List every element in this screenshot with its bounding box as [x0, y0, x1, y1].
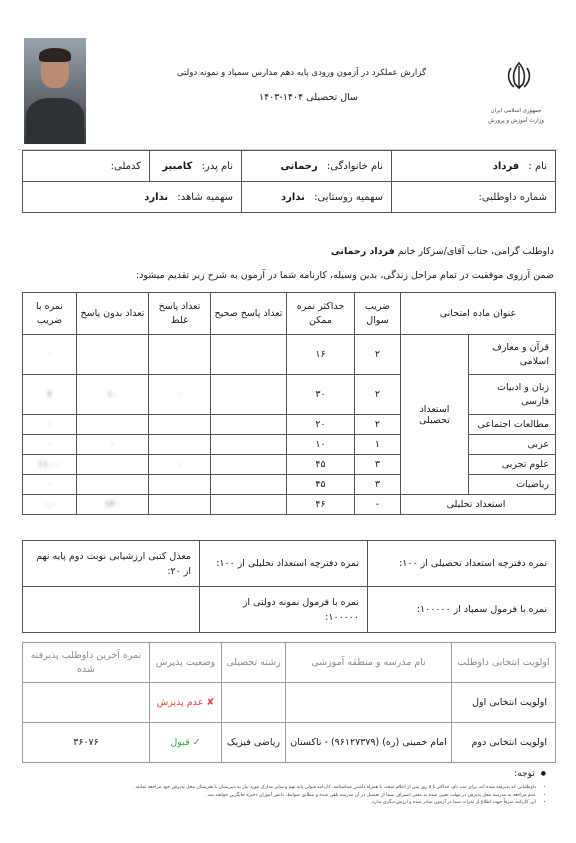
group-label: استعداد تحصیلی: [400, 335, 468, 495]
ministry-name: جمهوری اسلامی ایران وزارت آموزش و پرورش: [488, 108, 544, 124]
analytic-score-cell: نمره دفترچه استعداد تحلیلی از ۱۰۰:: [200, 541, 368, 587]
first-name: فرداد: [492, 160, 520, 172]
table-row: علوم تجربی ۳ ۴۵ ۰ ۱۱.۰۰: [23, 455, 556, 475]
list-item: • عدم مراجعه به مدرسه محل پذیرش در مهلت تعیین شده به معنی انصراف شما از تحصیل در آن مدرسه تلقی شده و مطابق ضوابط، دانش آموزان ذخیره جایگزین خواهند شد.: [24, 792, 536, 800]
header-status: وضعیت پذیرش: [150, 643, 222, 683]
status-badge: عدم پذیرش: [156, 696, 204, 708]
father-name-cell: نام پدر: کامبیز: [150, 151, 242, 182]
table-row: عربی ۱ ۱۰ ۰ ۰: [23, 435, 556, 455]
status-cell: [150, 683, 222, 723]
subject-name: استعداد تحلیلی: [400, 495, 555, 515]
subject-name: قرآن و معارف اسلامی: [468, 335, 555, 375]
school-name: [286, 683, 452, 723]
rural-quota-cell: سهمیه روستایی: ندارد: [242, 182, 392, 213]
scores-table: [22, 292, 556, 515]
table-row: مطالعات اجتماعی ۲ ۲۰ ۰: [23, 415, 556, 435]
notes-title: ● توجه:: [514, 769, 546, 779]
subject-name: مطالعات اجتماعی: [468, 415, 555, 435]
school-year: سال تحصیلی ۱۴۰۴-۱۴۰۳: [258, 92, 358, 103]
candidate-no-cell: شماره داوطلبی:: [392, 182, 556, 213]
intro-line: ضمن آرزوی موفقیت در تمام مراحل زندگی، بدین وسیله، کارنامه شما در آزمون به شرح زیر تقدیم میشود:: [135, 270, 554, 281]
report-title: گزارش عملکرد در آزمون ورودی پایه دهم مدارس سمپاد و نمونه دولتی: [176, 68, 426, 78]
nemuneh-formula-cell: نمره با فرمول نمونه دولتی از ۱۰۰۰۰۰:: [200, 587, 368, 633]
cross-icon: ✘: [206, 696, 215, 708]
header-last-score: نمره آخرین داوطلب پذیرفته شده: [23, 643, 150, 683]
field-name: [222, 683, 286, 723]
iran-emblem-icon: [498, 60, 540, 92]
national-id-cell: کدملی:: [23, 151, 150, 182]
father-name: کامبیز: [162, 160, 193, 172]
notes-list: [24, 784, 550, 807]
candidate-photo: [24, 38, 86, 144]
header-wrong: تعداد پاسخ غلط: [148, 293, 210, 335]
talent-score-cell: نمره دفترچه استعداد تحصیلی از ۱۰۰:: [368, 541, 556, 587]
candidate-info-table: [22, 150, 556, 213]
name-cell: نام : فرداد: [392, 151, 556, 182]
last-name-cell: نام خانوادگی: رحمانی: [242, 151, 392, 182]
school-name: امام خمینی (ره) (۹۶۱۲۷۳۷۹) - تاکستان: [286, 723, 452, 763]
header-coef: ضریب سوال: [354, 293, 400, 335]
summary-table: [22, 540, 556, 633]
report-card: [18, 24, 558, 824]
table-row: [23, 683, 556, 723]
list-item: • این کارنامه صرفاً جهت اطلاع از نمرات شما در آزمون صادر شده و ارزش دیگری ندارد.: [24, 799, 536, 807]
martyr-quota: ندارد: [144, 191, 169, 203]
priority-label: اولویت انتخابی اول: [452, 683, 556, 723]
rural-quota: ندارد: [281, 191, 305, 203]
last-score: [23, 683, 150, 723]
status-cell: [150, 723, 222, 763]
header-blank: تعداد بدون پاسخ: [76, 293, 148, 335]
header-school: نام مدرسه و منطقه آموزشی: [286, 643, 452, 683]
table-row: زبان و ادبیات فارسی ۲ ۳۰ ۰ ۱۰ ۶: [23, 375, 556, 415]
subject-name: ریاضیات: [468, 475, 555, 495]
list-item: • داوطلبانی که پذیرفته شده اند، برای ثبت نام، حداکثر تا ۵ روز پس از اعلام نتیجه، با همراه داشتن شناسنامه، کارنامه قبولی پایه نهم و سایر مدارک مورد نیاز به دبیرستان یا هنرستان محل پذیرش خود مراجعه نمایند.: [24, 784, 536, 792]
last-name: رحمانی: [280, 160, 318, 172]
header-field: رشته تحصیلی: [222, 643, 286, 683]
subject-name: علوم تجربی: [468, 455, 555, 475]
priorities-table: [22, 642, 556, 763]
martyr-quota-cell: سهمیه شاهد: ندارد: [23, 182, 242, 213]
table-row: قرآن و معارف اسلامی استعداد تحصیلی ۲ ۱۶ ۰: [23, 335, 556, 375]
status-badge: قبول: [170, 736, 190, 748]
header-subject: عنوان ماده امتحانی: [400, 293, 555, 335]
subject-name: زبان و ادبیات فارسی: [468, 375, 555, 415]
greeting-line: داوطلب گرامی، جناب آقای/سرکار خانم فرداد رحمانی: [330, 246, 554, 257]
report-header: [18, 24, 558, 150]
table-row: استعداد تحلیلی - ۴۶ ۱۲۰ ۰.۰: [23, 495, 556, 515]
priority-label: اولویت انتخابی دوم: [452, 723, 556, 763]
table-row: [23, 723, 556, 763]
header-priority: اولویت انتخابی داوطلب: [452, 643, 556, 683]
sampad-formula-cell: نمره با فرمول سمپاد از ۱۰۰۰۰۰:: [368, 587, 556, 633]
check-icon: ✓: [192, 736, 201, 748]
header-max: حداکثر نمره ممکن: [286, 293, 354, 335]
table-row: ریاضیات ۳ ۴۵ ۰: [23, 475, 556, 495]
subject-name: عربی: [468, 435, 555, 455]
header-correct: تعداد پاسخ صحیح: [210, 293, 286, 335]
last-score: ۳۶۰۷۶: [23, 723, 150, 763]
gpa-cell: معدل کتبی ارزشیابی نوبت دوم پایه نهم از ۲۰:: [23, 541, 200, 587]
field-name: ریاضی فیزیک: [222, 723, 286, 763]
header-weighted: نمره با ضریب: [23, 293, 77, 335]
greeting-name: فرداد رحمانی: [330, 246, 395, 257]
